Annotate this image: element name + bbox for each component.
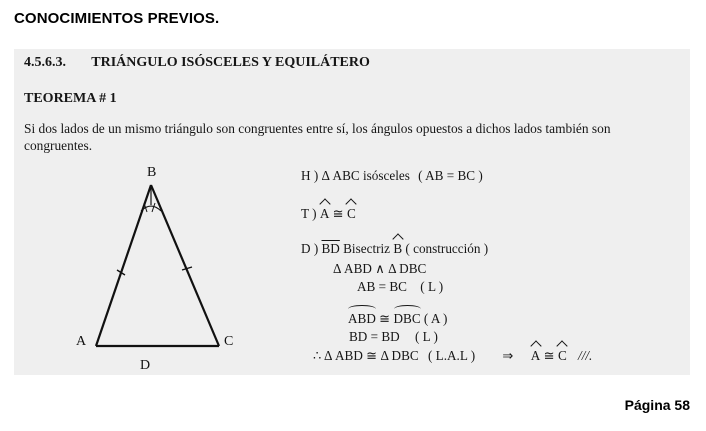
demonstration-line (301, 241, 488, 257)
theorem-title: TEOREMA # 1 (24, 91, 117, 106)
vertex-label-c: C (224, 334, 234, 349)
bisector-segment-label: $\overline{BD}$ (321, 241, 340, 256)
construction-reason: ( construcción ) (405, 241, 489, 256)
angle-step-operator: ≅ (379, 311, 391, 326)
page-heading: CONOCIMIENTOS PREVIOS. (14, 10, 220, 27)
statement-line-1: Si dos lados de un mismo triángulo son congruentes entre sí, los ángulos opuestos a dichos lados también son (24, 121, 611, 136)
angle-step-right: DBC (393, 311, 421, 326)
conclusion-reason: ( L.A.L ) (427, 348, 476, 363)
thesis-line (301, 206, 356, 222)
hypothesis-line (301, 168, 483, 184)
proof-block (14, 49, 690, 375)
demonstration-prefix: D ) (301, 241, 319, 256)
proof-end-mark: ///. (578, 348, 593, 363)
side-step-right: BC (389, 279, 407, 294)
common-side-step-text: BD = BD (349, 329, 400, 344)
side-step-operator: = (378, 279, 387, 294)
statement-line-2: congruentes. (24, 138, 93, 153)
final-angle-a: A (530, 348, 541, 363)
hypothesis-condition: ( AB = BC ) (418, 168, 483, 183)
angle-step-reason: ( A ) (423, 311, 448, 326)
point-label-d: D (140, 358, 151, 373)
section-number: 4.5.6.3. (24, 55, 66, 70)
thesis-prefix: T ) (301, 206, 317, 221)
angle-step-left: ABD (348, 311, 376, 326)
final-angle-c: C (557, 348, 567, 363)
section-title: TRIÁNGULO ISÓSCELES Y EQUILÁTERO (91, 55, 370, 70)
conclusion-line (313, 348, 592, 364)
side-step (357, 279, 443, 295)
page-number: Página 58 (624, 397, 690, 413)
final-congruent-symbol: ≅ (543, 348, 555, 363)
triangles-step: Δ ABD ∧ Δ DBC (333, 261, 427, 276)
hypothesis-prefix: H ) Δ ABC isósceles (301, 168, 410, 183)
common-side-step (349, 329, 438, 345)
scanned-textbook-page (14, 49, 690, 375)
thesis-angle-a: A (319, 206, 330, 221)
thesis-angle-c: C (347, 206, 356, 221)
angle-b-label: B (393, 241, 403, 256)
bisector-text: Bisectriz (343, 241, 391, 256)
thesis-congruent-symbol: ≅ (332, 206, 344, 221)
angle-step (348, 311, 447, 327)
vertex-label-a: A (76, 334, 87, 349)
side-step-left: AB (357, 279, 376, 294)
side-step-reason: ( L ) (420, 279, 444, 294)
conclusion-statement: ∴ Δ ABD ≅ Δ DBC (313, 348, 419, 363)
vertex-label-b: B (147, 165, 157, 180)
implies-symbol: ⇒ (502, 348, 514, 363)
common-side-step-reason: ( L ) (414, 329, 438, 344)
